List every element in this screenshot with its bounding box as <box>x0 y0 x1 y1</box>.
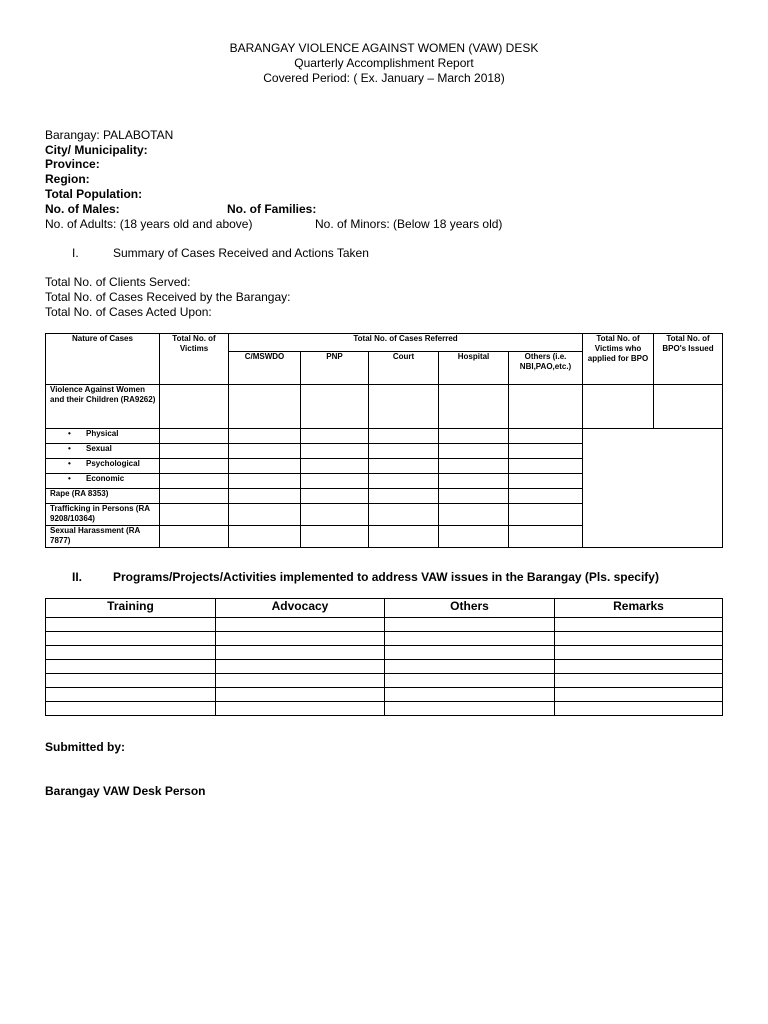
table-cell <box>229 385 301 429</box>
table-cell <box>509 489 583 504</box>
clients-served-field: Total No. of Clients Served: <box>45 275 191 289</box>
table-cell <box>509 504 583 526</box>
table-cell <box>439 444 509 459</box>
bullet-icon: • <box>68 444 71 453</box>
table-cell <box>369 489 439 504</box>
table-row <box>46 702 723 716</box>
cases-acted-field: Total No. of Cases Acted Upon: <box>45 305 212 319</box>
families-field: No. of Families: <box>227 202 317 216</box>
table-cell <box>160 474 229 489</box>
row-vawc-label: Violence Against Women and their Children (RA9262) <box>46 385 160 429</box>
minors-field: No. of Minors: (Below 18 years old) <box>315 217 503 231</box>
table-cell <box>229 504 301 526</box>
table-cell <box>439 526 509 548</box>
table-cell <box>509 429 583 444</box>
row-rape-label: Rape (RA 8353) <box>46 489 160 504</box>
barangay-field: Barangay: PALABOTAN <box>45 128 174 142</box>
table-cell <box>229 526 301 548</box>
header-bpo-issued: Total No. of BPO's Issued <box>654 334 723 385</box>
table-cell <box>369 444 439 459</box>
row-economic-label <box>46 474 160 489</box>
table-cell <box>439 429 509 444</box>
adults-field: No. of Adults: (18 years old and above) <box>45 217 253 231</box>
table-cell <box>301 459 369 474</box>
table-cell <box>301 385 369 429</box>
table-cell <box>160 459 229 474</box>
table-row <box>46 646 723 660</box>
bullet-icon: • <box>68 474 71 483</box>
table-cell <box>439 489 509 504</box>
table-cell <box>369 504 439 526</box>
table-cell <box>369 474 439 489</box>
table-cell <box>301 526 369 548</box>
row-label-text: Economic <box>86 474 125 483</box>
covered-period: Covered Period: ( Ex. January – March 2018) <box>263 71 505 85</box>
table-cell <box>509 474 583 489</box>
header-nature-of-cases: Nature of Cases <box>46 334 160 385</box>
table-cell <box>654 385 723 429</box>
region-field: Region: <box>45 172 90 186</box>
population-field: Total Population: <box>45 187 143 201</box>
row-trafficking-label: Trafficking in Persons (RA 9208/10364) <box>46 504 160 526</box>
column-header-advocacy: Advocacy <box>216 599 385 618</box>
table-cell <box>509 459 583 474</box>
section-2-number: II. <box>72 570 83 584</box>
row-sexual-label <box>46 444 160 459</box>
cases-summary-table <box>45 333 723 548</box>
row-psychological-label <box>46 459 160 474</box>
table-cell <box>160 444 229 459</box>
table-cell <box>229 444 301 459</box>
section-1-number: I. <box>72 246 79 260</box>
table-cell <box>509 444 583 459</box>
column-header-others: Others <box>385 599 555 618</box>
table-cell <box>160 489 229 504</box>
table-cell <box>301 444 369 459</box>
row-label-text: Psychological <box>86 459 140 468</box>
table-cell <box>301 429 369 444</box>
blank-merged-cell <box>583 429 723 548</box>
header-court: Court <box>369 352 439 385</box>
table-cell <box>439 385 509 429</box>
table-cell <box>369 429 439 444</box>
section-1-title: Summary of Cases Received and Actions Taken <box>113 246 369 260</box>
table-row <box>46 674 723 688</box>
row-label-text: Physical <box>86 429 119 438</box>
report-subtitle: Quarterly Accomplishment Report <box>294 56 474 70</box>
table-cell <box>439 474 509 489</box>
submitted-by-label: Submitted by: <box>45 740 125 754</box>
table-cell <box>160 504 229 526</box>
table-cell <box>229 429 301 444</box>
table-row <box>46 618 723 632</box>
header-pnp: PNP <box>301 352 369 385</box>
table-cell <box>369 385 439 429</box>
section-2-title: Programs/Projects/Activities implemented to address VAW issues in the Barangay (Pls. specify) <box>113 570 659 584</box>
header-hospital: Hospital <box>439 352 509 385</box>
table-cell <box>439 504 509 526</box>
table-cell <box>301 504 369 526</box>
table-cell <box>583 385 654 429</box>
table-cell <box>229 489 301 504</box>
table-cell <box>509 385 583 429</box>
province-field: Province: <box>45 157 100 171</box>
header-others: Others (i.e. NBI,PAO,etc.) <box>509 352 583 385</box>
programs-table <box>45 598 723 716</box>
cases-received-field: Total No. of Cases Received by the Barangay: <box>45 290 291 304</box>
column-header-remarks: Remarks <box>555 599 723 618</box>
table-cell <box>229 474 301 489</box>
header-cmswdo: C/MSWDO <box>229 352 301 385</box>
desk-person-label: Barangay VAW Desk Person <box>45 784 206 798</box>
table-cell <box>229 459 301 474</box>
header-total-victims: Total No. of Victims <box>160 334 229 385</box>
table-cell <box>160 385 229 429</box>
header-cases-referred: Total No. of Cases Referred <box>229 334 583 352</box>
bullet-icon: • <box>68 429 71 438</box>
row-physical-label <box>46 429 160 444</box>
table-cell <box>301 489 369 504</box>
row-label-text: Sexual <box>86 444 112 453</box>
bullet-icon: • <box>68 459 71 468</box>
table-cell <box>369 526 439 548</box>
table-cell <box>160 429 229 444</box>
table-cell <box>439 459 509 474</box>
table-cell <box>509 526 583 548</box>
report-title: BARANGAY VIOLENCE AGAINST WOMEN (VAW) DESK <box>229 41 539 55</box>
table-row <box>46 660 723 674</box>
city-field: City/ Municipality: <box>45 143 148 157</box>
males-field: No. of Males: <box>45 202 120 216</box>
table-cell <box>301 474 369 489</box>
table-cell <box>369 459 439 474</box>
row-harassment-label: Sexual Harassment (RA 7877) <box>46 526 160 548</box>
table-row <box>46 688 723 702</box>
header-applied-bpo: Total No. of Victims who applied for BPO <box>583 334 654 385</box>
table-cell <box>160 526 229 548</box>
column-header-training: Training <box>46 599 216 618</box>
table-row <box>46 632 723 646</box>
